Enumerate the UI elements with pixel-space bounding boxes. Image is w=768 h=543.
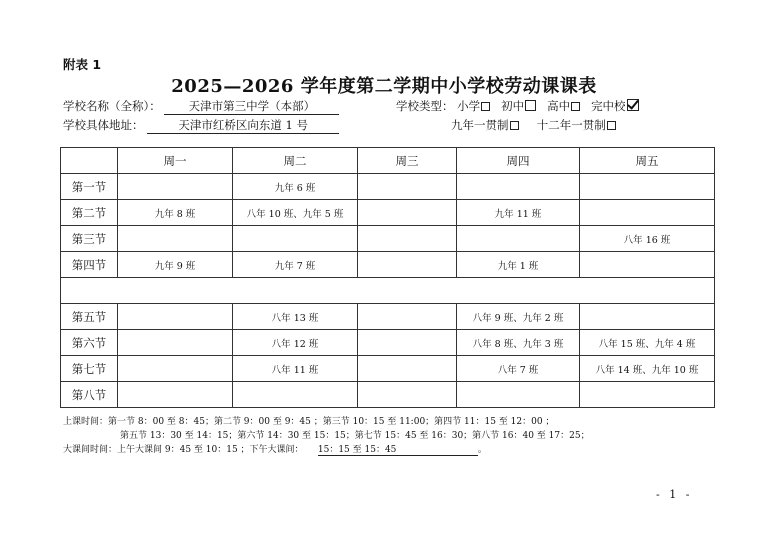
type-option-senior: 高中 [547,99,571,113]
labor-class-timetable [60,147,715,408]
type-option-primary: 小学 [457,99,481,113]
period-label: 第三节 [61,226,118,252]
table-cell [358,330,457,356]
table-cell [457,382,580,408]
school-type-row-2 [451,117,616,133]
table-row-lunch-break [61,278,715,304]
type-option-junior: 初中 [501,99,525,113]
table-row-period-1 [61,174,715,200]
morning-break: 上午大课间 9：45 至 10：15 ； [117,445,250,455]
period-label: 第六节 [61,330,118,356]
table-cell [233,382,358,408]
header-thursday: 周四 [457,148,580,174]
table-cell [358,226,457,252]
class-time-note-line-1: 上课时间：第一节 8：00 至 8：45；第二节 9：00 至 9：45 ；第三节 10：15 至 11:00；第四节 11：15 至 12：00 ； [63,417,555,427]
table-cell [118,304,233,330]
checkbox-twelve-year[interactable] [607,121,616,130]
table-cell [118,226,233,252]
type-option-complete: 完中校 [591,99,626,113]
school-address-row [63,117,339,134]
header-corner [61,148,118,174]
period-label: 第一节 [61,174,118,200]
document-title: 2025—2026 学年度第二学期中小学校劳动课课表 [171,76,597,97]
table-cell [358,200,457,226]
table-row-period-7 [61,356,715,382]
break-time-note [63,442,487,456]
checkbox-primary[interactable] [481,102,490,111]
header-wednesday: 周三 [358,148,457,174]
break-time-label: 大课间时间： [63,445,118,455]
class-time-note-line-2: 第五节 13：30 至 14：15；第六节 14：30 至 15：15；第七节 15：45 至 16：30；第八节 16：40 至 17：25； [120,431,590,441]
afternoon-break-label: 下午大课间： [249,445,304,455]
table-cell: 九年 1 班 [457,252,580,278]
table-cell: 八年 8 班、九年 3 班 [457,330,580,356]
table-cell: 九年 11 班 [457,200,580,226]
checkbox-complete-checked[interactable] [627,99,639,111]
period-label: 第二节 [61,200,118,226]
table-row-period-5 [61,304,715,330]
table-row-period-4 [61,252,715,278]
break-note-end: 。 [477,445,487,455]
table-cell [580,174,715,200]
table-cell: 八年 15 班、九年 4 班 [580,330,715,356]
type-option-nine-year: 九年一贯制 [451,118,509,132]
afternoon-break-value: 15：15 至 15：45 [318,442,478,456]
header-tuesday: 周二 [233,148,358,174]
header-friday: 周五 [580,148,715,174]
table-cell [580,200,715,226]
appendix-label: 附表 1 [63,57,102,72]
table-cell: 九年 8 班 [118,200,233,226]
table-cell: 八年 16 班 [580,226,715,252]
table-row-period-6 [61,330,715,356]
period-label: 第五节 [61,304,118,330]
period-label: 第四节 [61,252,118,278]
table-header-row [61,148,715,174]
school-type-row [396,98,639,114]
table-cell: 八年 12 班 [233,330,358,356]
table-cell [457,174,580,200]
table-cell: 八年 11 班 [233,356,358,382]
school-address-value: 天津市红桥区向东道 1 号 [147,117,339,134]
table-row-period-8 [61,382,715,408]
table-cell [358,304,457,330]
table-cell [118,356,233,382]
table-cell: 八年 9 班、九年 2 班 [457,304,580,330]
table-cell: 九年 9 班 [118,252,233,278]
table-cell [358,382,457,408]
type-option-twelve-year: 十二年一贯制 [536,118,606,132]
period-label: 第八节 [61,382,118,408]
checkbox-junior[interactable] [525,100,536,111]
table-cell: 九年 7 班 [233,252,358,278]
table-row-period-3 [61,226,715,252]
table-cell [580,304,715,330]
table-cell: 八年 7 班 [457,356,580,382]
table-cell [118,174,233,200]
school-address-label: 学校具体地址： [63,118,144,132]
table-cell [358,356,457,382]
table-cell [233,226,358,252]
header-monday: 周一 [118,148,233,174]
table-cell: 八年 13 班 [233,304,358,330]
school-name-row [63,98,339,115]
table-cell: 八年 10 班、九年 5 班 [233,200,358,226]
lunch-break-row [61,278,715,304]
checkbox-senior[interactable] [571,102,580,111]
checkbox-nine-year[interactable] [510,121,519,130]
table-cell: 九年 6 班 [233,174,358,200]
table-cell: 八年 14 班、九年 10 班 [580,356,715,382]
period-label: 第七节 [61,356,118,382]
table-cell [580,252,715,278]
table-cell [358,174,457,200]
table-cell [580,382,715,408]
school-name-value: 天津市第三中学（本部） [164,98,339,115]
page-number: - 1 - [656,488,693,501]
school-type-label: 学校类型： [396,99,454,113]
table-cell [118,382,233,408]
school-name-label: 学校名称（全称）： [63,99,161,113]
table-cell [457,226,580,252]
table-row-period-2 [61,200,715,226]
table-cell [118,330,233,356]
table-cell [358,252,457,278]
